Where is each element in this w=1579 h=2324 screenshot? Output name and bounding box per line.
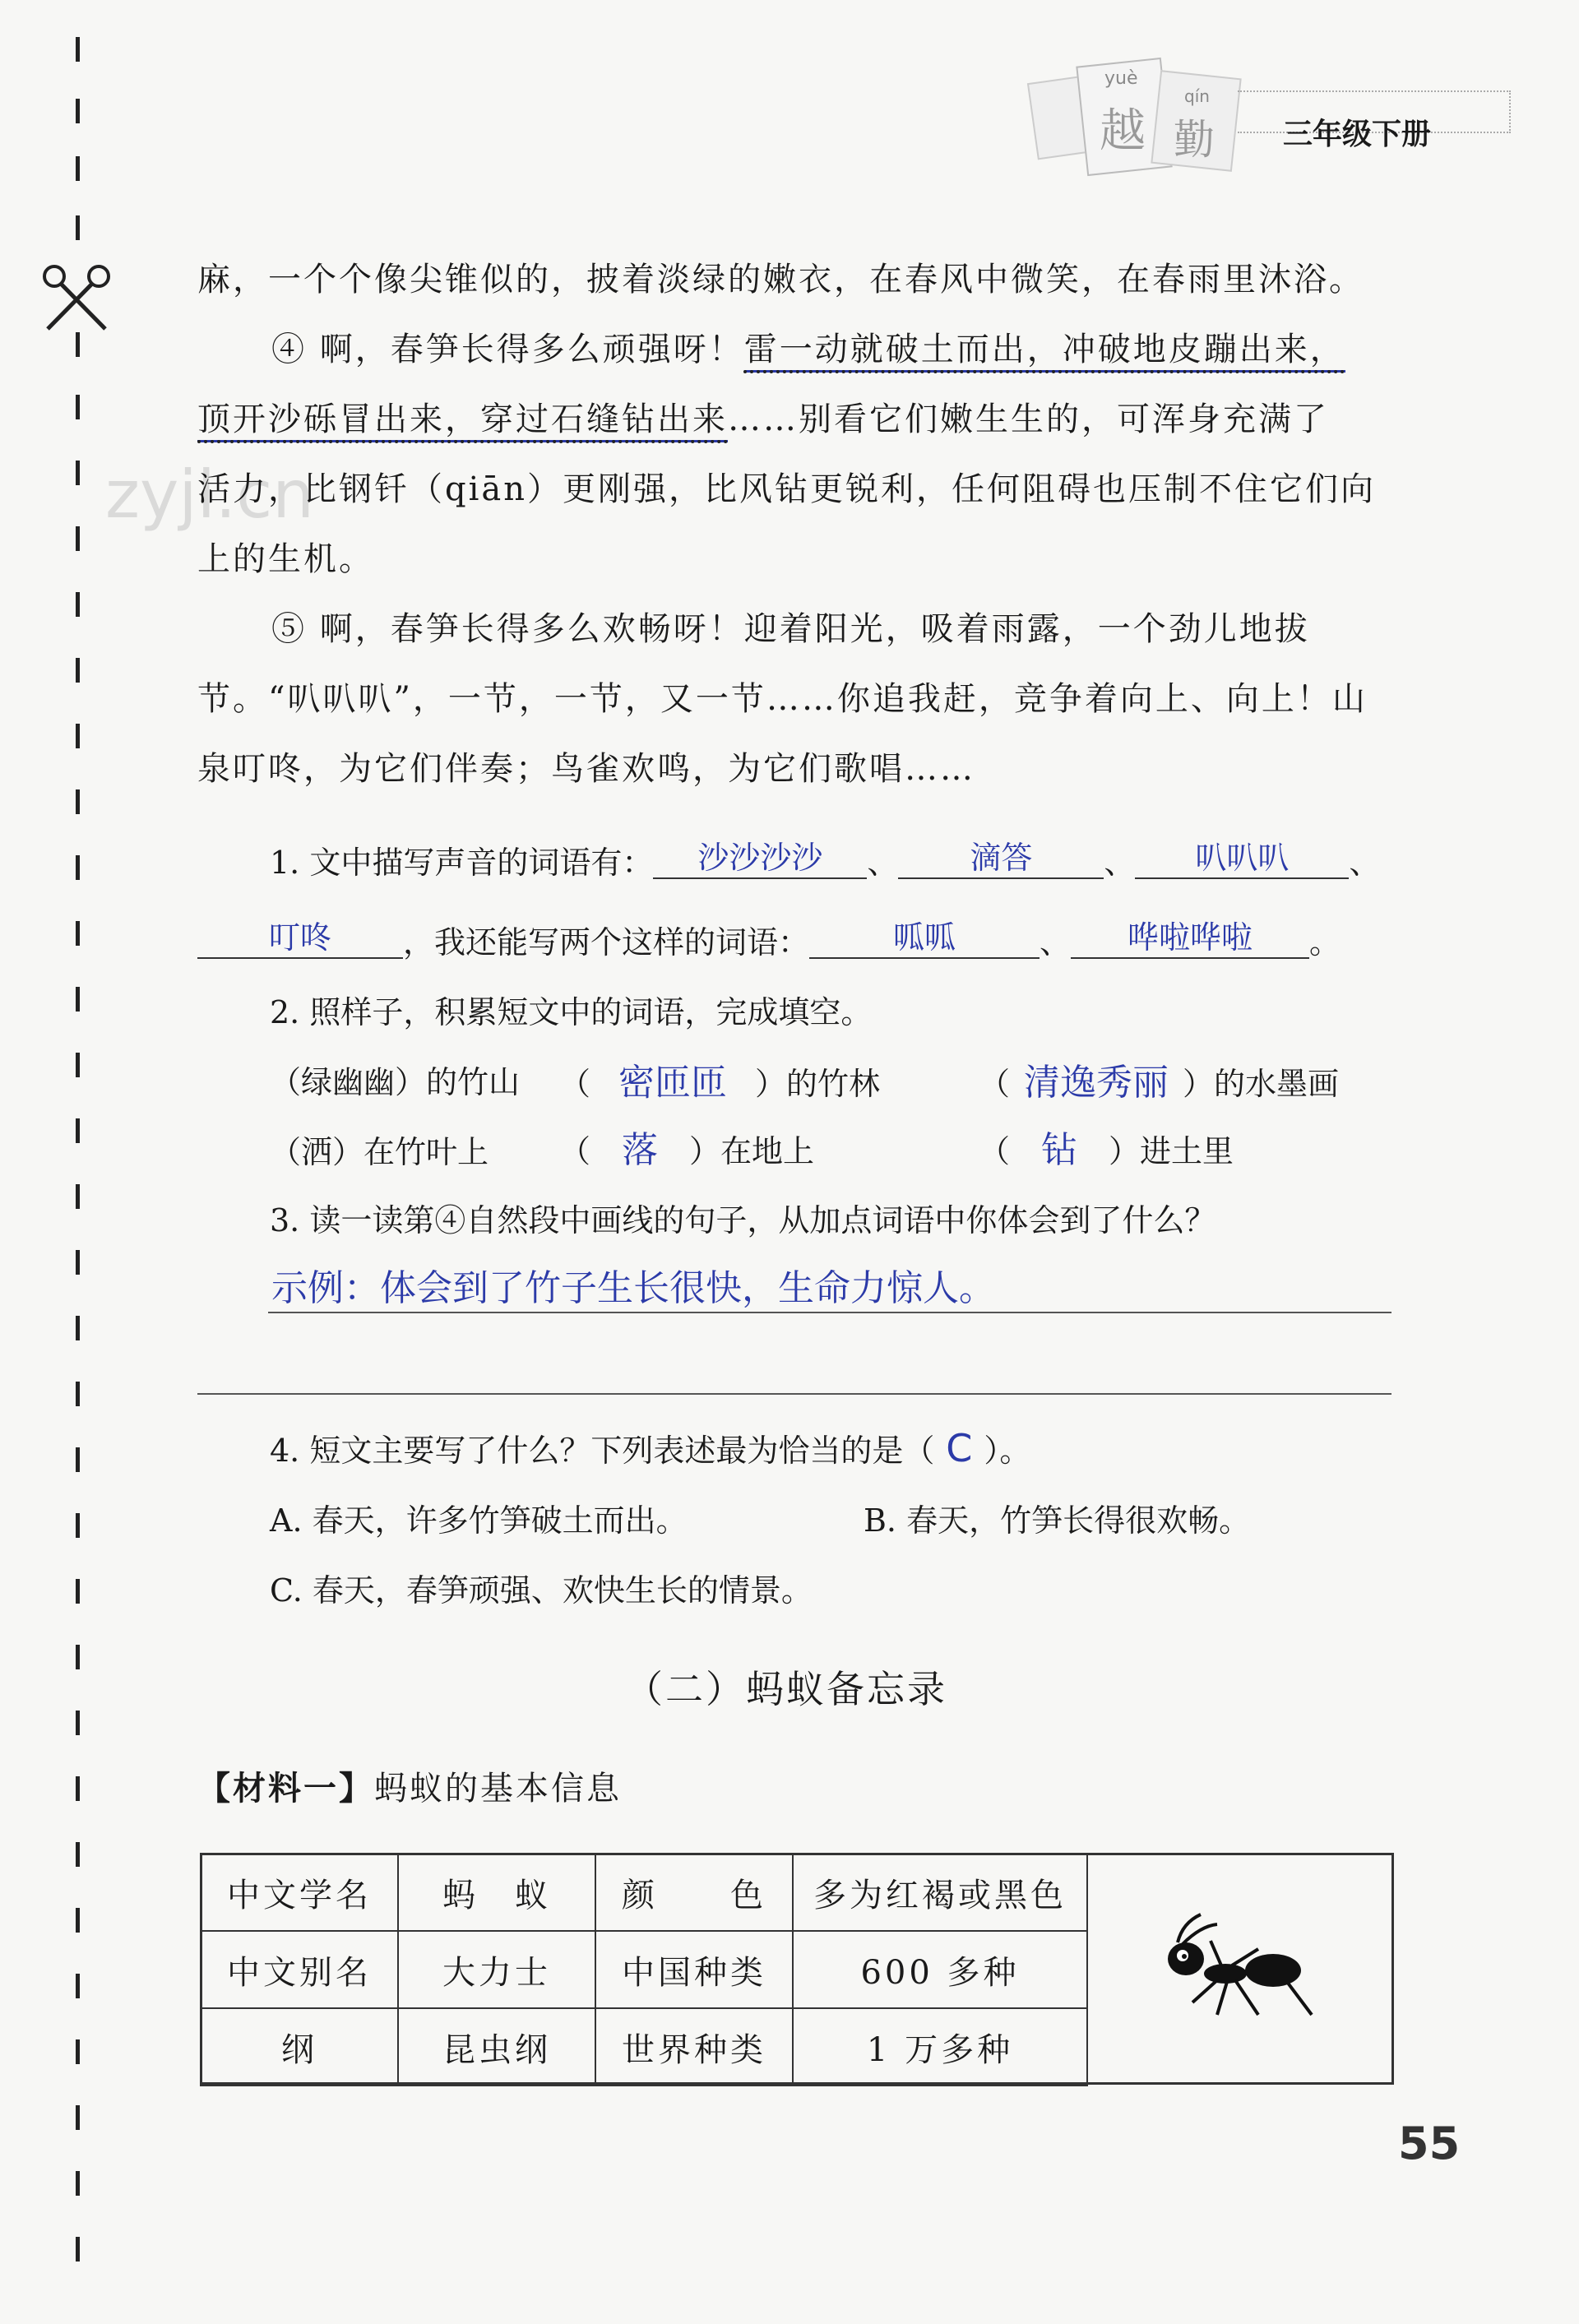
table-cell: 世界种类 — [595, 2008, 793, 2086]
q2-row2-c — [979, 1120, 1234, 1173]
q1-prompt: 1. 文中描写声音的词语有： — [270, 845, 654, 881]
q2-row1-b-open: （ — [559, 1066, 591, 1102]
q1-sep-2: 、 — [1104, 845, 1136, 881]
q1-end: 。 — [1309, 924, 1341, 961]
ant-icon — [1135, 1908, 1332, 2031]
passage-p5-line-1: ⑤ 啊，春笋长得多么欢畅呀！迎着阳光，吸着雨露，一个劲儿地拔 — [271, 610, 1310, 648]
q1-blank-5[interactable] — [809, 912, 1040, 959]
table-cell: 昆虫纲 — [398, 2008, 595, 2086]
p4-rest: ……别看它们嫩生生的，可浑身充满了 — [728, 400, 1329, 438]
q1-answer-1: 沙沙沙沙 — [697, 840, 823, 876]
material-text: 蚂蚁的基本信息 — [374, 1770, 622, 1808]
q4-option-b[interactable]: B. 春天，竹笋长得很欢畅。 — [864, 1502, 1251, 1539]
passage-line-1: 麻，一个个像尖锥似的，披着淡绿的嫩衣，在春风中微笑，在春雨里沐浴。 — [197, 261, 1364, 299]
q3-answer-line-2 — [197, 1393, 1391, 1395]
q2-row1-b — [559, 1053, 880, 1105]
q2-row1-c-post: ）的水墨画 — [1183, 1066, 1340, 1102]
q2-row1-b-answer[interactable]: 密匝匝 — [618, 1062, 728, 1104]
table-cell: 中国种类 — [595, 1931, 793, 2008]
p4-underlined-1: 雷一动就破土而出，冲破地皮蹦出来， — [744, 331, 1345, 373]
table-row — [201, 1931, 1087, 2008]
q2-row1-c-answer[interactable]: 清逸秀丽 — [1024, 1062, 1169, 1104]
q1-sep-4: 、 — [1040, 924, 1072, 961]
section-title: （二）蚂蚁备忘录 — [625, 1667, 947, 1711]
q2-prompt: 2. 照样子，积累短文中的词语，完成填空。 — [270, 994, 873, 1030]
table-cell: 颜 色 — [595, 1854, 793, 1931]
q1-extra-2: 哗啦哗啦 — [1128, 919, 1253, 956]
q2-row2-c-answer[interactable]: 钻 — [1041, 1129, 1078, 1171]
q2-row2-b-answer[interactable]: 落 — [622, 1129, 659, 1171]
watermark: zyjl.cn — [105, 456, 314, 533]
q2-row1-a: （绿幽幽）的竹山 — [270, 1064, 521, 1100]
logo-char-2: 勤 — [1174, 116, 1215, 164]
q1-sep-1: 、 — [867, 845, 899, 881]
p4-underlined-2: 顶开沙砾冒出来，穿过石缝钻出来 — [197, 400, 728, 442]
q1-answer-3: 叭叭叭 — [1195, 840, 1290, 876]
passage-p4-line-3: 活力，比钢钎（qiān）更刚强，比风钻更锐利，任何阻碍也压制不住它们向 — [197, 470, 1377, 508]
logo-char-1: 越 — [1100, 104, 1146, 158]
question-1-line-2 — [197, 917, 1341, 964]
q2-row1-c-open: （ — [979, 1066, 1011, 1102]
q2-row2-c-post: ）进土里 — [1109, 1133, 1234, 1169]
material-heading — [197, 1762, 622, 1809]
q2-row2-c-open: （ — [979, 1133, 1011, 1169]
table-cell: 中文别名 — [201, 1931, 398, 2008]
table-row — [201, 1854, 1087, 1931]
question-4 — [270, 1425, 1030, 1470]
q4-option-c[interactable]: C. 春天，春笋顽强、欢快生长的情景。 — [270, 1572, 813, 1609]
table-cell: 中文学名 — [201, 1854, 398, 1931]
q4-prompt: 4. 短文主要写了什么？下列表述最为恰当的是（ — [270, 1433, 935, 1469]
q1-blank-6[interactable] — [1071, 912, 1309, 959]
table-cell: 多为红褐或黑色 — [793, 1854, 1087, 1931]
grade-label: 三年级下册 — [1283, 118, 1432, 151]
q1-extra-1: 呱呱 — [893, 919, 956, 956]
q1-middle: ，我还能写两个这样的词语： — [403, 924, 810, 961]
table-cell: 蚂 蚁 — [398, 1854, 595, 1931]
table-cell: 600 多种 — [793, 1931, 1087, 2008]
passage-p4-line-4: 上的生机。 — [197, 540, 374, 578]
q2-row1-b-post: ）的竹林 — [755, 1066, 881, 1102]
passage-p5-line-2: 节。“叭叭叭”，一节，一节，又一节……你追我赶，竞争着向上、向上！山 — [197, 680, 1368, 718]
q1-blank-3[interactable] — [1135, 832, 1349, 879]
material-label: 【材料一】 — [197, 1769, 374, 1808]
q1-blank-1[interactable] — [653, 832, 867, 879]
table-cell: 纲 — [201, 2008, 398, 2086]
p4-opening: ④ 啊，春笋长得多么顽强呀！ — [271, 331, 744, 368]
q1-answer-4: 叮咚 — [268, 919, 331, 956]
question-1 — [270, 837, 1380, 884]
q1-sep-3: 、 — [1349, 845, 1381, 881]
logo-pinyin-1: yuè — [1104, 68, 1138, 89]
page-number: 55 — [1398, 2118, 1461, 2169]
brand-logo — [1032, 62, 1238, 185]
table-cell: 1 万多种 — [793, 2008, 1087, 2086]
passage-p5-line-3: 泉叮咚，为它们伴奏；鸟雀欢鸣，为它们歌唱…… — [197, 750, 975, 788]
q1-blank-2[interactable] — [898, 832, 1104, 879]
q2-row2-a: （洒）在竹叶上 — [270, 1134, 489, 1170]
q1-answer-2: 滴答 — [970, 840, 1033, 876]
q2-row2-b-post: ）在地上 — [689, 1133, 815, 1169]
q4-prompt-end: ）。 — [984, 1433, 1031, 1469]
passage-p4-line-1 — [271, 323, 1345, 370]
logo-pinyin-2: qín — [1184, 86, 1210, 106]
q3-answer-line-1 — [268, 1312, 1391, 1313]
q2-row1-c — [979, 1053, 1339, 1105]
passage-p4-line-2 — [197, 393, 1329, 440]
ant-info-table — [200, 1853, 1088, 2086]
q4-answer[interactable]: C — [946, 1426, 973, 1470]
q3-answer[interactable]: 示例：体会到了竹子生长很快，生命力惊人。 — [271, 1267, 995, 1309]
q2-row2-b — [559, 1120, 814, 1173]
q3-prompt: 3. 读一读第④自然段中画线的句子，从加点词语中你体会到了什么？ — [270, 1202, 1216, 1238]
q4-option-a[interactable]: A. 春天，许多竹笋破土而出。 — [270, 1502, 688, 1539]
q1-blank-4[interactable] — [197, 912, 403, 959]
table-row — [201, 2008, 1087, 2086]
scissors-icon — [39, 262, 113, 336]
table-cell: 大力士 — [398, 1931, 595, 2008]
q2-row2-b-open: （ — [559, 1133, 591, 1169]
